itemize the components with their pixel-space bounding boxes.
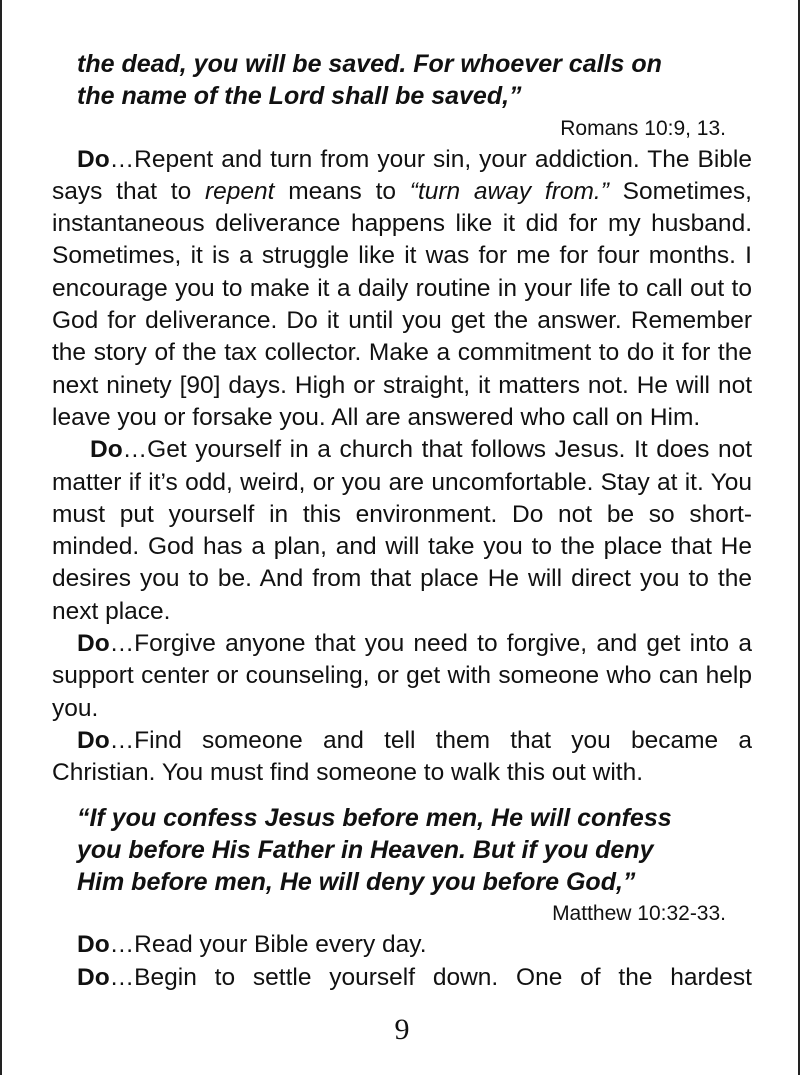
paragraph-church: Do…Get yourself in a church that follows Jesus. It does not matter if it’s odd, weird, or you are uncomfortable. Stay at it. You must put yourself in this environment. Do not be so short-minded. God has a plan, and will take you to the place that He desires you to be. And from that place He will direct you to the next place. (52, 436, 752, 625)
paragraph-find-someone: Do…Find someone and tell them that you became a Christian. You must find someone to walk this out with. (52, 726, 752, 787)
do-label: Do (77, 630, 110, 658)
do-label: Do (77, 963, 110, 991)
scripture-quote-matthew (77, 802, 732, 899)
paragraph-forgive: Do…Forgive anyone that you need to forgive, and get into a support center or counseling, or get with someone who can help you. (52, 630, 752, 722)
do-label: Do (90, 436, 123, 464)
page-body (52, 48, 752, 994)
quote-line: “If you confess Jesus before men, He will confess (77, 803, 672, 832)
do-label: Do (77, 145, 110, 173)
quote-line: the dead, you will be saved. For whoever calls on (77, 50, 662, 78)
quote-line: Him before men, He will deny you before God,” (77, 868, 636, 897)
scripture-quote-romans (77, 48, 732, 113)
emphasis-turn-away: “turn away from.” (409, 177, 609, 205)
scripture-reference-romans: Romans 10:9, 13. (560, 116, 726, 140)
scripture-reference-matthew: Matthew 10:32-33. (552, 902, 726, 926)
page-number: 9 (394, 1013, 410, 1046)
paragraph-repent: Do…Repent and turn from your sin, your addiction. The Bible says that to repent means to “turn away from.” Sometimes, instantaneous deliverance happens like it did for my husband. Sometimes, it is a struggle like it was for me for four months. I encourage you to make it a daily routine in your life to call out to God for deliverance. Do it until you get the answer. Remember the story of the tax collector. Make a commitment to do it for the next ninety [90] days. High or straight, it matters not. He will not leave you or forsake you. All are answered who call on Him. (52, 145, 752, 431)
quote-line: the name of the Lord shall be saved,” (77, 82, 522, 111)
do-label: Do (77, 931, 110, 959)
spacer (52, 790, 752, 802)
quote-line: you before His Father in Heaven. But if you deny (77, 835, 654, 864)
paragraph-settle-down: Do…Begin to settle yourself down. One of the hardest (77, 963, 752, 991)
paragraph-read-bible: Do…Read your Bible every day. (77, 931, 427, 959)
emphasis-repent: repent (205, 177, 275, 205)
do-label: Do (77, 726, 110, 754)
